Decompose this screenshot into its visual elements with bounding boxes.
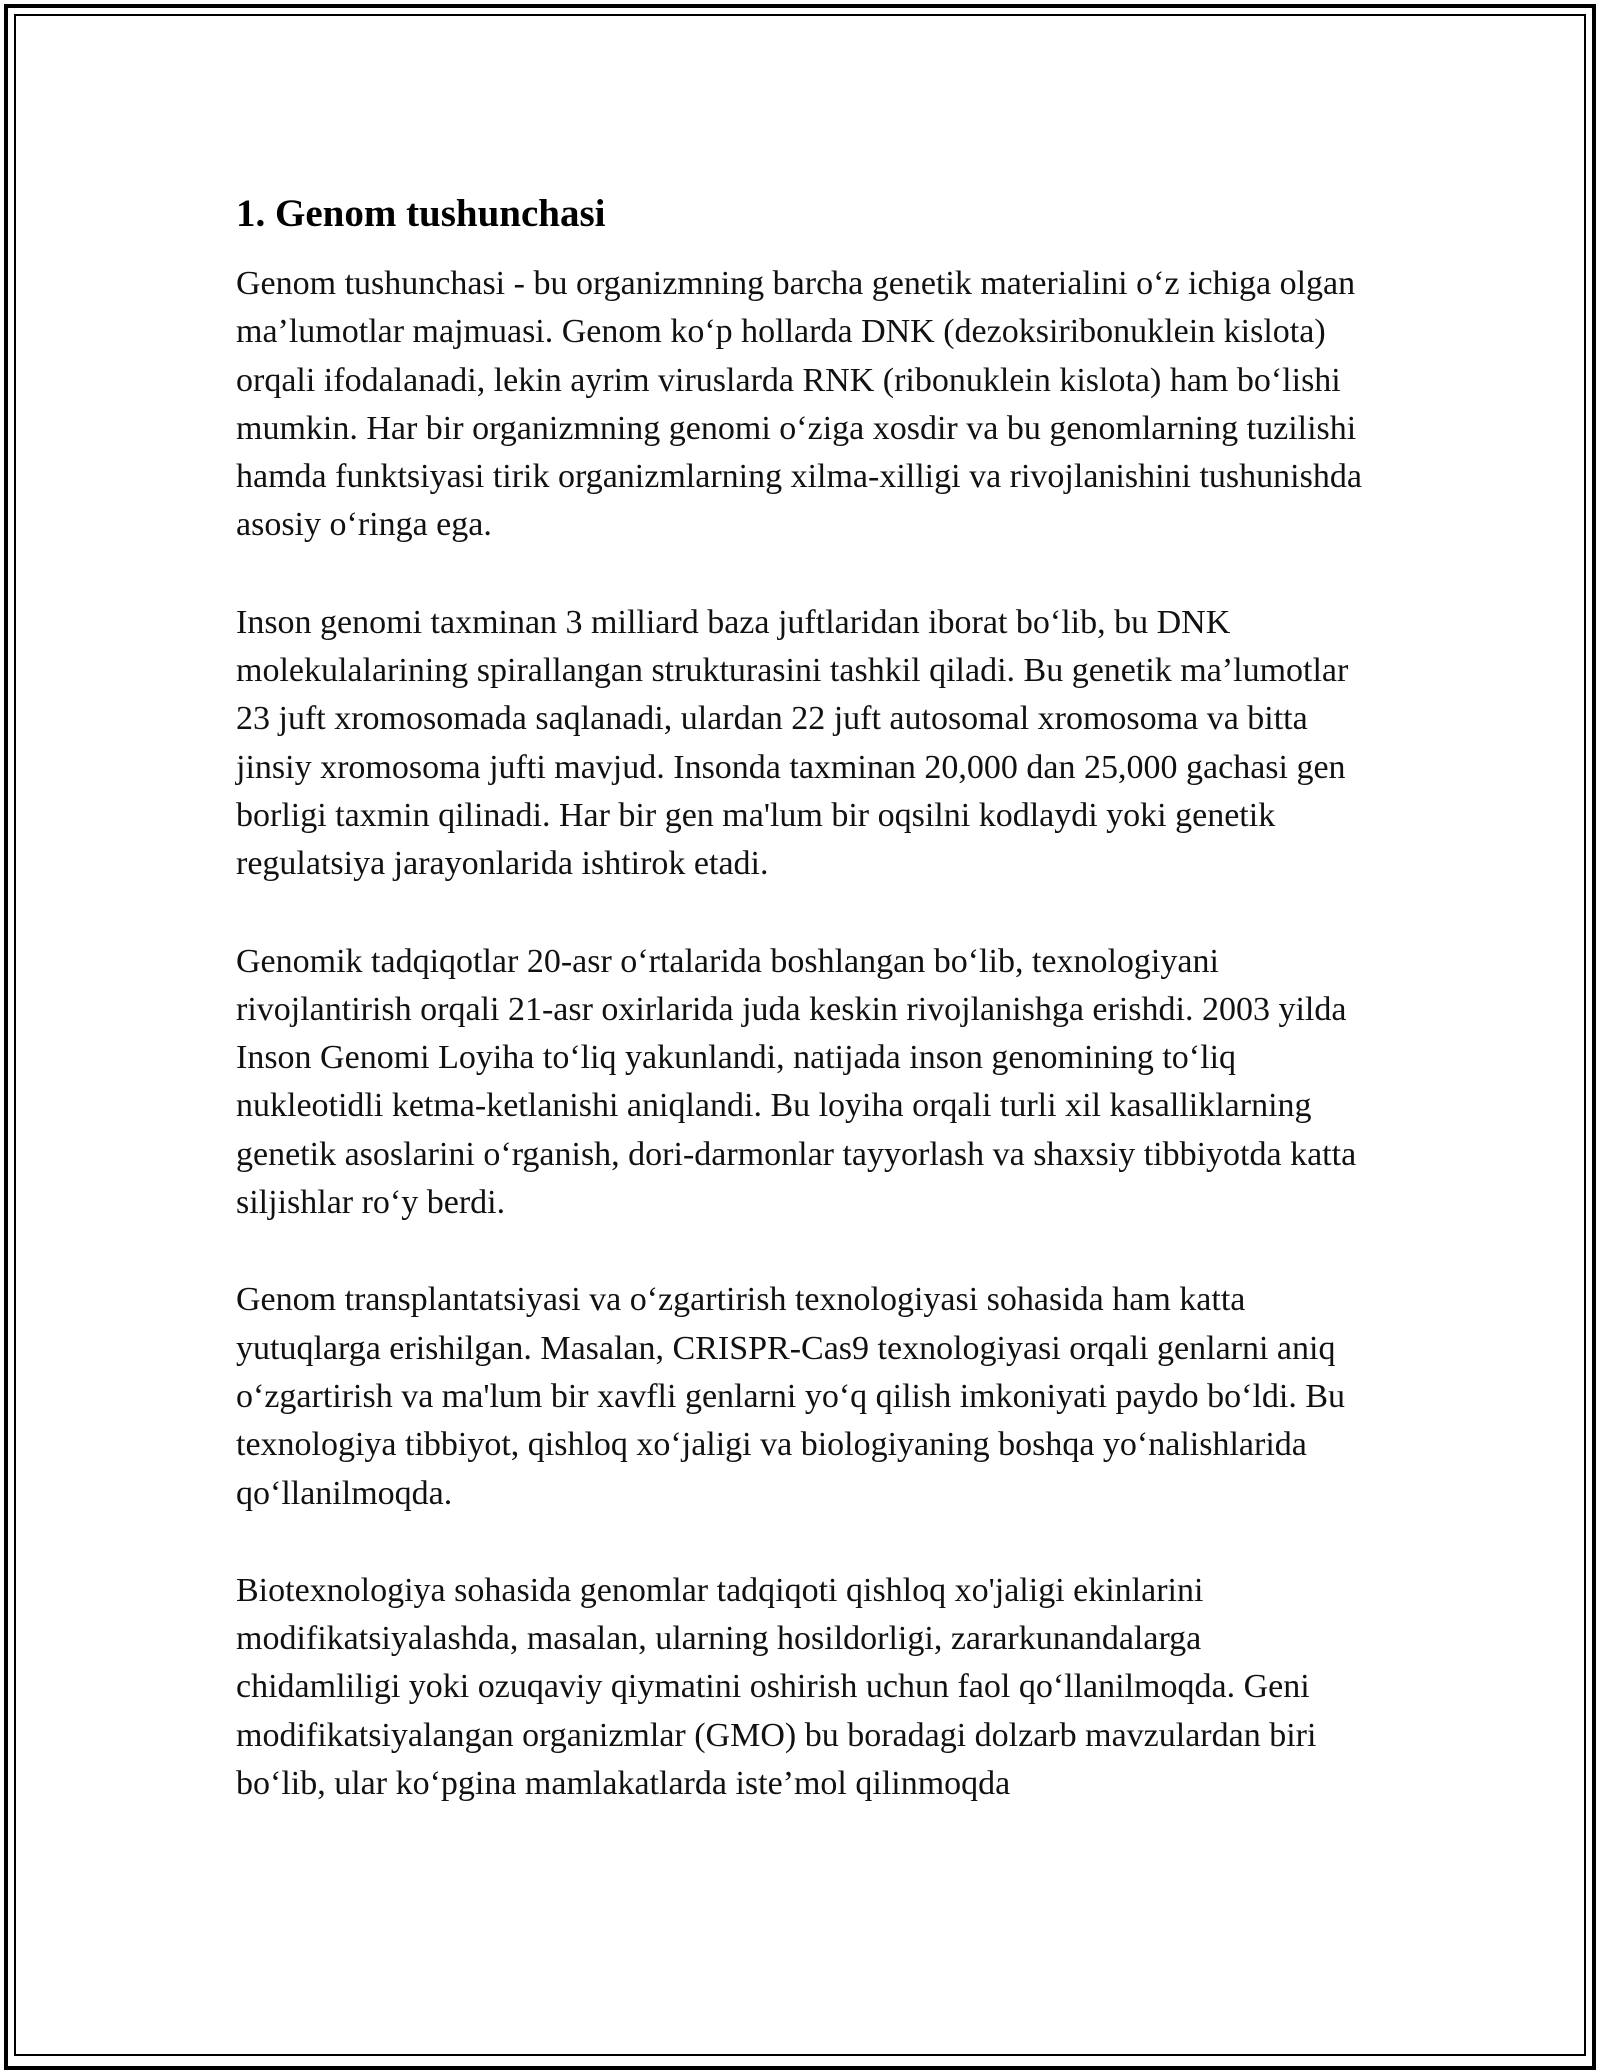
paragraph-biotechnology: Biotexnologiya sohasida genomlar tadqiqoti qishloq xo'jaligi ekinlarini modifikatsiyalashda, masalan, ularning hosildorligi, zararkunandalarga chidamliligi yoki ozuqaviy qiymatini oshirish uchun faol qo‘llanilmoqda. Geni modifikatsiyalangan organizmlar (GMO) bu boradagi dolzarb mavzulardan biri bo‘lib, ular ko‘pgina mamlakatlarda iste’mol qilinmoqda (236, 1571, 1317, 1803)
paragraph-human-genome: Inson genomi taxminan 3 milliard baza juftlaridan iborat bo‘lib, bu DNK molekulalarining spirallangan strukturasini tashkil qiladi. Bu genetik ma’lumotlar 23 juft xromosomada saqlanadi, ulardan 22 juft autosomal xromosoma va bitta jinsiy xromosoma jufti mavjud. Insonda taxminan 20,000 dan 25,000 gachasi gen borligi taxmin qilinadi. Har bir gen ma'lum bir oqsilni kodlaydi yoki genetik regulatsiya jarayonlarida ishtirok etadi. (236, 603, 1349, 883)
paragraph-genome-editing: Genom transplantatsiyasi va o‘zgartirish texnologiyasi sohasida ham katta yutuqlarga erishilgan. Masalan, CRISPR-Cas9 texnologiyasi orqali genlarni aniq o‘zgartirish va ma'lum bir xavfli genlarni yo‘q qilish imkoniyati paydo bo‘ldi. Bu texnologiya tibbiyot, qishloq xo‘jaligi va biologiyaning boshqa yo‘nalishlarida qo‘llanilmoqda. (236, 1281, 1346, 1512)
section-heading: 1. Genom tushunchasi (236, 192, 606, 235)
paragraph-genome-definition: Genom tushunchasi - bu organizmning barcha genetik materialini o‘z ichiga olgan ma’lumotlar majmuasi. Genom ko‘p hollarda DNK (dezoksiribonuklein kislota) orqali ifodalanadi, lekin ayrim viruslarda RNK (ribonuklein kislota) ham bo‘lishi mumkin. Har bir organizmning genomi o‘ziga xosdir va bu genomlarning tuzilishi hamda funktsiyasi tirik organizmlarning xilma-xilligi va rivojlanishini tushunishda asosiy o‘ringa ega. (236, 265, 1362, 544)
paragraph-genomic-research: Genomik tadqiqotlar 20-asr o‘rtalarida boshlangan bo‘lib, texnologiyani rivojlantirish orqali 21-asr oxirlarida juda keskin rivojlanishga erishdi. 2003 yilda Inson Genomi Loyiha to‘liq yakunlandi, natijada inson genomining to‘liq nukleotidli ketma-ketlanishi aniqlandi. Bu loyiha orqali turli xil kasalliklarning genetik asoslarini o‘rganish, dori-darmonlar tayyorlash va shaxsiy tibbiyotda katta siljishlar ro‘y berdi. (236, 942, 1357, 1222)
document-body (236, 186, 1366, 1857)
